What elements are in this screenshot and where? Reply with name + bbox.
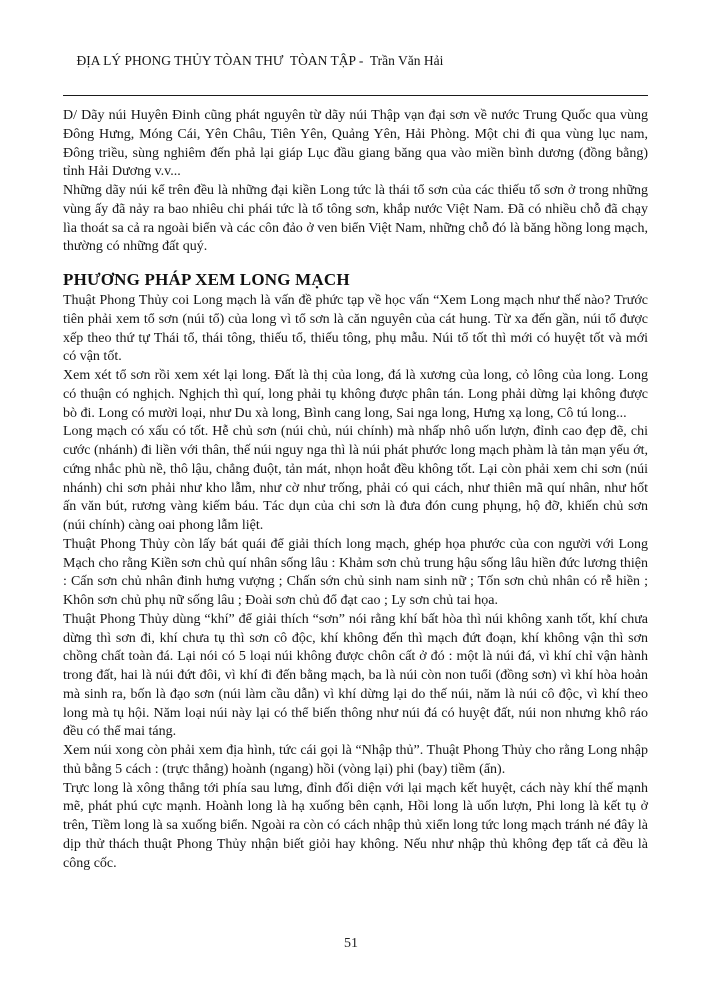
paragraph-intro-2: Những dãy núi kể trên đều là những đại kiền Long tức là thái tổ sơn của các thiếu tổ sơn ở trong những vùng ấy đã nảy ra bao nhiêu chi phái tức là tổ tông sơn, khắp nước Việt Nam. Đã có nhiều chỗ đã chạy lìa thoát sa cả ra ngoài biển và các côn đảo ở ven biển Việt Nam, những chỗ đó là băng hồng long mạch, thường có những đất quý.	[63, 183, 648, 255]
paragraph-section-2: Xem xét tổ sơn rồi xem xét lại long. Đất là thị của long, đá là xương của long, cỏ lông của long. Long có thuận có nghịch. Nghịch thì quí, long phải tụ không được phân tán. Long phải dừng lại không được bò đi. Long có mười loại, như Du xà long, Bình cang long, Sai nga long, Hưng xạ long, Cô tú long...	[63, 368, 648, 421]
paragraph-section-5: Thuật Phong Thủy dùng “khí” để giải thích “sơn” nói rằng khí bất hòa thì núi không xanh tốt, khí chưa dừng thì sơn đi, khí chưa tụ thì sơn cô độc, khí không đến thì mạch đứt đoạn, khí không vận thì sơn chồng chất toàn đá. Lại nói có 5 loại núi không được chôn cất ở đó : một là núi đá, vì khí chỉ vận hành trong đất, hai là núi đứt đôi, vì khí đi đến bằng mạch, ba là núi còn non tuổi (đồng sơn) vì khí hòa hoản mà sinh ra, bốn là đạo sơn (núi làm cầu dẫn) vì khí dừng lại do thế núi, năm là núi cô độc, vì khí theo long mà tụ hội. Năm loại núi này lại có thể biến thông như núi đá có huyệt đất, núi non nhưng khô ráo đều có thể mai táng.	[63, 611, 648, 740]
paragraph-section-1: Thuật Phong Thủy coi Long mạch là vấn đề phức tạp về học vấn “Xem Long mạch như thế nào? Trước tiên phải xem tổ sơn (núi tổ) của long vì tổ sơn là căn nguyên của cát hung. Từ xa đến gần, núi tổ được xếp theo thứ tự Thái tổ, thái tông, thiếu tổ, thiếu tông, phụ mẫu. Núi tổ tốt thì mới có huyệt tốt và mới có vận tốt.	[63, 293, 648, 365]
paragraph-section-4: Thuật Phong Thủy còn lấy bát quái để giải thích long mạch, ghép họa phước của con người với Long Mạch cho rằng Kiền sơn chủ quí nhân sống lâu : Khảm sơn chủ trung hậu sống lâu hiền đức lương thiện : Cấn sơn chủ nhân đinh hưng vượng ; Chấn sớn chủ sinh nam sinh nữ ; Tốn sơn chủ nhân có rễ hiền ; Khôn sơn chủ phụ nữ sống lâu ; Đoài sơn chủ đổ đạt cao ; Ly sơn chủ tai họa.	[63, 536, 648, 608]
header-divider	[63, 95, 648, 96]
page-header	[63, 34, 648, 88]
header-title: ĐỊA LÝ PHONG THỦY TÒAN THƯ TÒAN TẬP - Trần Văn Hải	[76, 53, 444, 68]
paragraph-section-3: Long mạch có xấu có tốt. Hễ chủ sơn (núi chủ, núi chính) mà nhấp nhô uốn lượn, đỉnh cao đẹp đẽ, chi cước (nhánh) đi liền với thân, thế núi nguy nga thì là núi phát phước long mạch phàm là tản mạn yếu ớt, cứng nhắc phù nề, thô lậu, chẳng đuột, tản mát, nhọn hoắt đều không tốt. Lại còn phải xem chi sơn (núi nhánh) chi sơn phải như kho lẫm, như cờ như trống, phải có qui cách, như thiên mã quí nhân, như hốt ấn văn bút, rương vàng kiếm báu. Tác dụn của chi sơn là đưa đón cung phụng, hộ đỡ, khiến chủ sơn (núi chính) càng oai phong lẫm liệt.	[63, 424, 648, 533]
section-heading: PHƯƠNG PHÁP XEM LONG MẠCH	[63, 270, 350, 289]
document-body	[63, 107, 648, 873]
paragraph-section-6: Xem núi xong còn phải xem địa hình, tức cái gọi là “Nhập thủ”. Thuật Phong Thủy cho rằng Long nhập thủ bằng 5 cách : (trực thẳng) hoành (ngang) hồi (vòng lại) phi (bay) tiềm (ẩn).	[63, 743, 648, 777]
paragraph-intro-1: D/ Dãy núi Huyên Đinh cũng phát nguyên từ dãy núi Thập vạn đại sơn về nước Trung Quốc qua vùng Đông Hưng, Móng Cái, Yên Châu, Tiên Yên, Quảng Yên, Hải Phòng. Một chi đi qua vùng lục nam, Đông triều, sùng nghiêm đến phả lại giáp Lục đầu giang băng qua vào miền bình dương (đồng bằng) tỉnh Hải Dương v.v...	[63, 108, 648, 180]
page-number: 51	[344, 936, 358, 951]
paragraph-section-7: Trực long là xông thẳng tới phía sau lưng, đỉnh đối diện với lại mạch kết huyệt, cách này khí thế mạnh mẽ, phát phú cực mạnh. Hoành long là hạ xuống bên cạnh, Hồi long là uốn lượn, Phi long là kết tụ ở trên, Tiềm long là sa xuống biển. Ngoài ra còn có cách nhập thủ xiển long tức long mạch tránh né đây là dịp thử thách thuật Phong Thủy nhận biết giỏi hay không. Nếu như nhập thủ không đẹp tất cả đều là công cốc.	[63, 780, 648, 871]
